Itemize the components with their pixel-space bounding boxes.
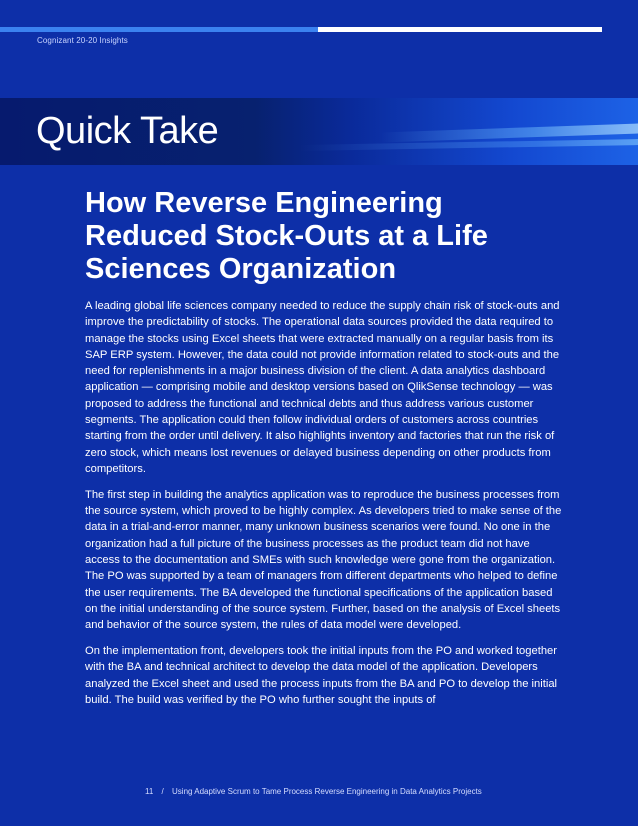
paragraph-2: The first step in building the analytics application was to reproduce the business processes from the source system, which proved to be highly complex. As developers tried to make sense of the data in a trial-and-error manner, many unknown business scenarios were found. No one in the organization had a full picture of the business processes as the product team did not have access to the documentation and SMEs with such knowledge were gone from the organization. The PO was supported by a team of managers from different departments who helped to define the user requirements. The BA developed the functional specifications of the application based on the initial understanding of the source system. Further, based on the analysis of Excel sheets and behavior of the source system, the rules of data model were developed. bbox=[85, 488, 562, 632]
header-accent-bar-blue bbox=[0, 27, 318, 32]
paragraph-3: On the implementation front, developers took the initial inputs from the PO and worked together with the BA and technical architect to develop the data model of the application. Developers analyzed the Excel sheet and used the process inputs from the BA and PO to develop the initial build. The build was verified by the PO who further sought the inputs of bbox=[85, 644, 558, 706]
footer-separator: / bbox=[161, 787, 164, 796]
page-footer bbox=[145, 787, 488, 796]
header-accent-bar-white bbox=[318, 27, 602, 32]
section-title: Quick Take bbox=[36, 110, 219, 152]
paragraph-1: A leading global life sciences company needed to reduce the supply chain risk of stock-outs and improve the predictability of stocks. The operational data sources provided the data required to manage the stocks using Excel sheets that were extracted manually on a regular basis from its SAP ERP system. However, the data could not provide information related to stock-outs and the need for replenishments in a major business division of the client. A data analytics dashboard application — comprising mobile and desktop versions based on QlikSense technology — was proposed to address the functional and technical debts and thus address various customer segments. The application could then follow individual orders of customers across countries starting from the order until delivery. It also highlights inventory and factories that run the risk of zero stock, which means lost revenues or delayed business depending on other products from competitors. bbox=[85, 300, 560, 475]
section-banner bbox=[0, 98, 638, 165]
publication-label: Cognizant 20-20 Insights bbox=[37, 36, 128, 45]
article-body bbox=[85, 298, 567, 718]
article-title: How Reverse Engineering Reduced Stock-Outs at a Life Sciences Organization bbox=[85, 187, 488, 285]
banner-light-streak-secondary bbox=[300, 139, 638, 151]
page-number: 11 bbox=[145, 787, 154, 796]
footer-doc-title: Using Adaptive Scrum to Tame Process Reverse Engineering in Data Analytics Projects bbox=[172, 787, 482, 796]
